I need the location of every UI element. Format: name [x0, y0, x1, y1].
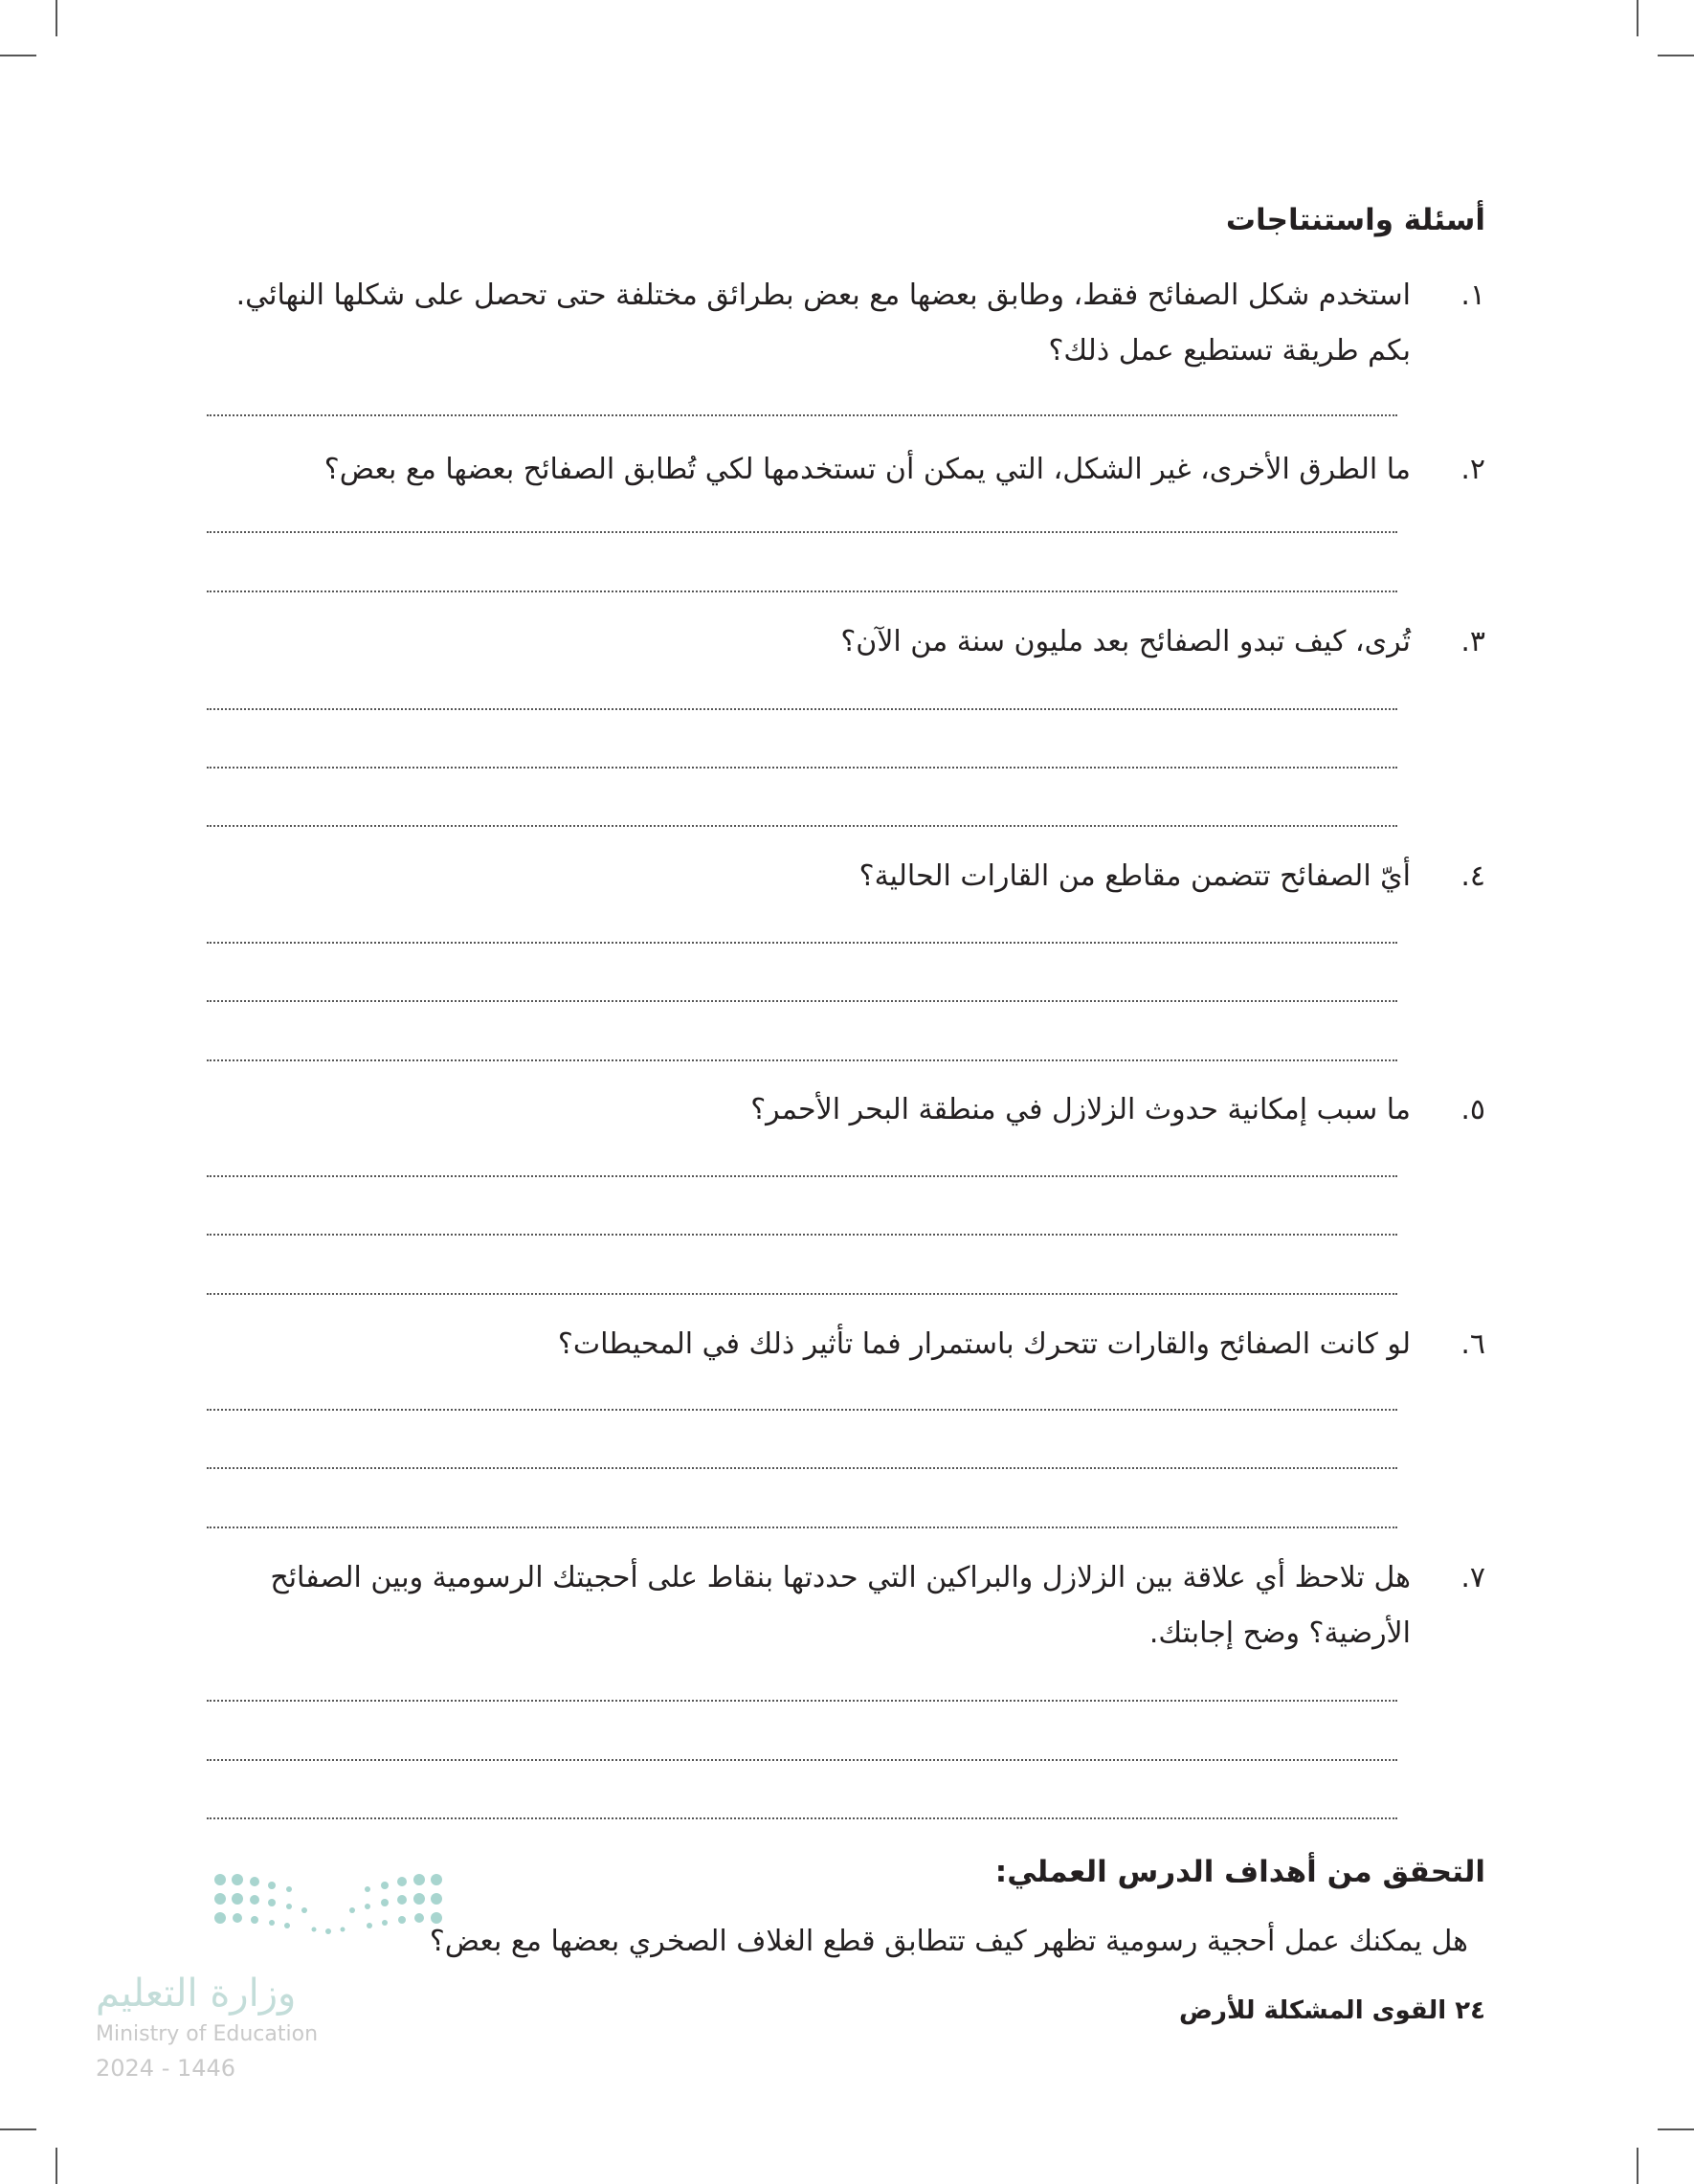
answer-line[interactable]: [207, 1293, 1397, 1295]
crop-mark: [1637, 0, 1638, 36]
crop-mark: [0, 55, 36, 56]
answer-line[interactable]: [207, 1817, 1397, 1819]
answer-line[interactable]: [207, 1527, 1397, 1528]
page-footer: [1179, 1996, 1485, 2025]
crop-mark: [1658, 55, 1694, 56]
question-text: لو كانت الصفائح والقارات تتحرك باستمرار فما تأثير ذلك في المحيطات؟: [557, 1327, 1411, 1361]
question-text: تُرى، كيف تبدو الصفائح بعد مليون سنة من الآن؟: [840, 625, 1411, 658]
question-number: ٢.: [1460, 453, 1485, 486]
question-number: ٥.: [1460, 1093, 1485, 1126]
verification-question: هل يمكنك عمل أحجية رسومية تظهر كيف تتطابق قطع الغلاف الصخري بعضها مع بعض؟: [429, 1925, 1468, 1958]
answer-line[interactable]: [207, 1234, 1397, 1236]
answer-line[interactable]: [207, 767, 1397, 769]
question-text: هل تلاحظ أي علاقة بين الزلازل والبراكين التي حددتها بنقاط على أحجيتك الرسومية وبين الصفائح الأرضية؟ وضح إجابتك.: [270, 1561, 1411, 1650]
question-5: [212, 1082, 1485, 1138]
section-title: أسئلة واستنتاجات: [1225, 203, 1485, 237]
question-4: [212, 849, 1485, 904]
question-text: استخدم شكل الصفائح فقط، وطابق بعضها مع بعض بطرائق مختلفة حتى تحصل على شكلها النهائي. بكم طريقة تستطيع عمل ذلك؟: [235, 279, 1411, 368]
ministry-name-english: Ministry of Education: [96, 2022, 319, 2046]
ministry-name-arabic: وزارة التعليم: [96, 1972, 297, 2016]
question-text: ما الطرق الأخرى، غير الشكل، التي يمكن أن تستخدمها لكي تُطابق الصفائح بعضها مع بعض؟: [323, 453, 1411, 486]
answer-line[interactable]: [207, 414, 1397, 416]
crop-mark: [0, 2128, 36, 2130]
question-number: ١.: [1460, 279, 1485, 312]
question-number: ٧.: [1460, 1561, 1485, 1594]
answer-line[interactable]: [207, 591, 1397, 592]
page-number: ٢٤: [1455, 1996, 1485, 2025]
answer-line[interactable]: [207, 1175, 1397, 1177]
question-text: أيّ الصفائح تتضمن مقاطع من القارات الحالية؟: [858, 859, 1411, 893]
question-7: [212, 1550, 1485, 1661]
question-number: ٦.: [1460, 1327, 1485, 1361]
ministry-logo-dots: [209, 1868, 448, 1945]
answer-line[interactable]: [207, 825, 1397, 827]
answer-line[interactable]: [207, 1059, 1397, 1061]
answer-line[interactable]: [207, 1700, 1397, 1702]
question-number: ٣.: [1460, 625, 1485, 658]
crop-mark: [1658, 2128, 1694, 2130]
question-1: [212, 268, 1485, 379]
question-6: [212, 1317, 1485, 1372]
answer-line[interactable]: [207, 708, 1397, 710]
question-2: [212, 442, 1485, 498]
crop-mark: [56, 0, 57, 36]
answer-line[interactable]: [207, 1409, 1397, 1411]
question-text: ما سبب إمكانية حدوث الزلازل في منطقة البحر الأحمر؟: [750, 1093, 1411, 1126]
question-3: [212, 614, 1485, 670]
crop-mark: [1637, 2148, 1638, 2184]
chapter-title: القوى المشكلة للأرض: [1179, 1996, 1447, 2025]
question-number: ٤.: [1460, 859, 1485, 893]
answer-line[interactable]: [207, 1467, 1397, 1469]
answer-line[interactable]: [207, 1759, 1397, 1761]
answer-line[interactable]: [207, 942, 1397, 944]
answer-line[interactable]: [207, 531, 1397, 533]
edition-year: 2024 - 1446: [96, 2055, 236, 2082]
verification-title: التحقق من أهداف الدرس العملي:: [994, 1855, 1485, 1889]
crop-mark: [56, 2148, 57, 2184]
answer-line[interactable]: [207, 1000, 1397, 1002]
